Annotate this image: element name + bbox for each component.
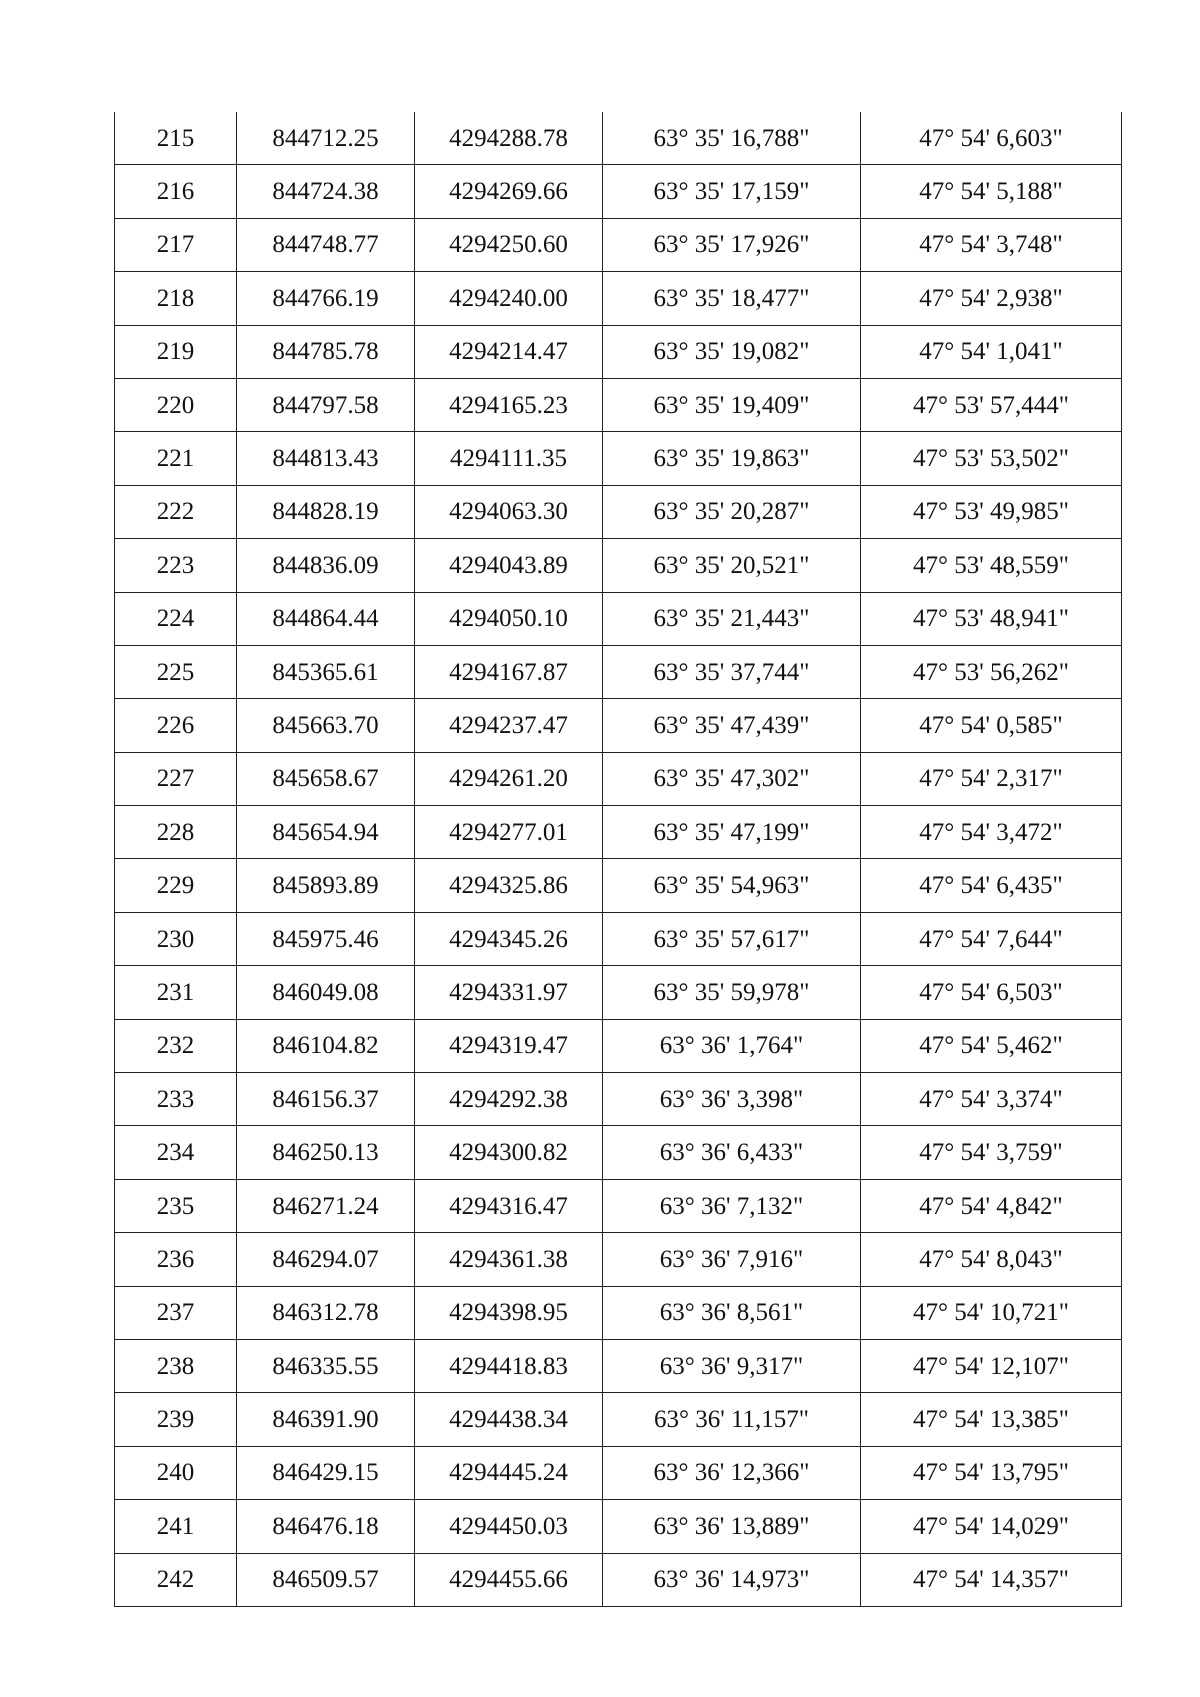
table-row [115,378,1122,431]
coordinates-table-body [115,112,1122,1606]
x-coordinate-cell: 844864.44 [237,592,415,645]
table-row [115,272,1122,325]
y-coordinate-cell: 4294316.47 [415,1179,603,1232]
x-coordinate-cell: 846271.24 [237,1179,415,1232]
point-number-cell: 224 [115,592,237,645]
y-coordinate-cell: 4294237.47 [415,699,603,752]
x-coordinate-cell: 844836.09 [237,539,415,592]
latitude-cell: 47° 53' 48,559" [861,539,1122,592]
latitude-cell: 47° 54' 5,462" [861,1019,1122,1072]
y-coordinate-cell: 4294063.30 [415,485,603,538]
y-coordinate-cell: 4294438.34 [415,1393,603,1446]
y-coordinate-cell: 4294269.66 [415,165,603,218]
x-coordinate-cell: 844797.58 [237,378,415,431]
latitude-cell: 47° 54' 13,385" [861,1393,1122,1446]
table-row [115,1019,1122,1072]
latitude-cell: 47° 53' 57,444" [861,378,1122,431]
table-row [115,1500,1122,1553]
longitude-cell: 63° 36' 9,317" [603,1339,861,1392]
point-number-cell: 235 [115,1179,237,1232]
longitude-cell: 63° 36' 1,764" [603,1019,861,1072]
point-number-cell: 228 [115,806,237,859]
y-coordinate-cell: 4294250.60 [415,218,603,271]
longitude-cell: 63° 35' 19,409" [603,378,861,431]
x-coordinate-cell: 845658.67 [237,752,415,805]
longitude-cell: 63° 35' 17,159" [603,165,861,218]
longitude-cell: 63° 36' 6,433" [603,1126,861,1179]
latitude-cell: 47° 54' 14,029" [861,1500,1122,1553]
y-coordinate-cell: 4294445.24 [415,1446,603,1499]
y-coordinate-cell: 4294319.47 [415,1019,603,1072]
table-row [115,966,1122,1019]
latitude-cell: 47° 54' 8,043" [861,1233,1122,1286]
x-coordinate-cell: 845975.46 [237,912,415,965]
x-coordinate-cell: 846429.15 [237,1446,415,1499]
latitude-cell: 47° 54' 3,759" [861,1126,1122,1179]
y-coordinate-cell: 4294331.97 [415,966,603,1019]
y-coordinate-cell: 4294214.47 [415,325,603,378]
longitude-cell: 63° 35' 47,439" [603,699,861,752]
table-row [115,806,1122,859]
latitude-cell: 47° 54' 14,357" [861,1553,1122,1606]
point-number-cell: 217 [115,218,237,271]
table-row [115,1179,1122,1232]
longitude-cell: 63° 35' 19,863" [603,432,861,485]
x-coordinate-cell: 846049.08 [237,966,415,1019]
latitude-cell: 47° 54' 6,603" [861,112,1122,165]
table-row [115,218,1122,271]
point-number-cell: 240 [115,1446,237,1499]
latitude-cell: 47° 54' 3,472" [861,806,1122,859]
x-coordinate-cell: 846104.82 [237,1019,415,1072]
table-row [115,1553,1122,1606]
latitude-cell: 47° 53' 53,502" [861,432,1122,485]
longitude-cell: 63° 36' 14,973" [603,1553,861,1606]
y-coordinate-cell: 4294398.95 [415,1286,603,1339]
x-coordinate-cell: 846156.37 [237,1073,415,1126]
x-coordinate-cell: 846250.13 [237,1126,415,1179]
latitude-cell: 47° 54' 2,938" [861,272,1122,325]
y-coordinate-cell: 4294111.35 [415,432,603,485]
x-coordinate-cell: 846509.57 [237,1553,415,1606]
x-coordinate-cell: 846294.07 [237,1233,415,1286]
point-number-cell: 229 [115,859,237,912]
table-row [115,1233,1122,1286]
latitude-cell: 47° 54' 5,188" [861,165,1122,218]
latitude-cell: 47° 54' 12,107" [861,1339,1122,1392]
longitude-cell: 63° 36' 12,366" [603,1446,861,1499]
table-row [115,699,1122,752]
y-coordinate-cell: 4294165.23 [415,378,603,431]
longitude-cell: 63° 36' 13,889" [603,1500,861,1553]
x-coordinate-cell: 846391.90 [237,1393,415,1446]
latitude-cell: 47° 54' 13,795" [861,1446,1122,1499]
longitude-cell: 63° 36' 3,398" [603,1073,861,1126]
point-number-cell: 237 [115,1286,237,1339]
y-coordinate-cell: 4294418.83 [415,1339,603,1392]
point-number-cell: 231 [115,966,237,1019]
point-number-cell: 238 [115,1339,237,1392]
latitude-cell: 47° 54' 6,503" [861,966,1122,1019]
y-coordinate-cell: 4294325.86 [415,859,603,912]
x-coordinate-cell: 844712.25 [237,112,415,165]
x-coordinate-cell: 846476.18 [237,1500,415,1553]
y-coordinate-cell: 4294043.89 [415,539,603,592]
longitude-cell: 63° 36' 8,561" [603,1286,861,1339]
point-number-cell: 223 [115,539,237,592]
x-coordinate-cell: 846335.55 [237,1339,415,1392]
longitude-cell: 63° 35' 16,788" [603,112,861,165]
longitude-cell: 63° 35' 21,443" [603,592,861,645]
x-coordinate-cell: 844785.78 [237,325,415,378]
x-coordinate-cell: 844748.77 [237,218,415,271]
point-number-cell: 215 [115,112,237,165]
table-row [115,112,1122,165]
table-row [115,912,1122,965]
latitude-cell: 47° 53' 56,262" [861,645,1122,698]
longitude-cell: 63° 35' 47,302" [603,752,861,805]
point-number-cell: 233 [115,1073,237,1126]
point-number-cell: 241 [115,1500,237,1553]
y-coordinate-cell: 4294292.38 [415,1073,603,1126]
table-row [115,1446,1122,1499]
table-row [115,1393,1122,1446]
y-coordinate-cell: 4294345.26 [415,912,603,965]
longitude-cell: 63° 35' 54,963" [603,859,861,912]
latitude-cell: 47° 53' 49,985" [861,485,1122,538]
point-number-cell: 239 [115,1393,237,1446]
latitude-cell: 47° 54' 3,374" [861,1073,1122,1126]
y-coordinate-cell: 4294261.20 [415,752,603,805]
table-row [115,1073,1122,1126]
x-coordinate-cell: 844813.43 [237,432,415,485]
table-row [115,1126,1122,1179]
point-number-cell: 225 [115,645,237,698]
point-number-cell: 221 [115,432,237,485]
table-row [115,325,1122,378]
latitude-cell: 47° 54' 1,041" [861,325,1122,378]
x-coordinate-cell: 844828.19 [237,485,415,538]
x-coordinate-cell: 845663.70 [237,699,415,752]
point-number-cell: 242 [115,1553,237,1606]
table-row [115,165,1122,218]
latitude-cell: 47° 54' 4,842" [861,1179,1122,1232]
longitude-cell: 63° 35' 37,744" [603,645,861,698]
longitude-cell: 63° 35' 18,477" [603,272,861,325]
y-coordinate-cell: 4294361.38 [415,1233,603,1286]
longitude-cell: 63° 36' 7,132" [603,1179,861,1232]
x-coordinate-cell: 845893.89 [237,859,415,912]
longitude-cell: 63° 35' 20,287" [603,485,861,538]
point-number-cell: 219 [115,325,237,378]
point-number-cell: 236 [115,1233,237,1286]
table-row [115,485,1122,538]
table-row [115,539,1122,592]
table-row [115,1286,1122,1339]
y-coordinate-cell: 4294277.01 [415,806,603,859]
point-number-cell: 220 [115,378,237,431]
longitude-cell: 63° 36' 11,157" [603,1393,861,1446]
table-row [115,645,1122,698]
y-coordinate-cell: 4294050.10 [415,592,603,645]
y-coordinate-cell: 4294300.82 [415,1126,603,1179]
point-number-cell: 227 [115,752,237,805]
x-coordinate-cell: 846312.78 [237,1286,415,1339]
y-coordinate-cell: 4294240.00 [415,272,603,325]
table-row [115,432,1122,485]
y-coordinate-cell: 4294167.87 [415,645,603,698]
coordinates-table [114,112,1122,1607]
latitude-cell: 47° 53' 48,941" [861,592,1122,645]
longitude-cell: 63° 35' 47,199" [603,806,861,859]
latitude-cell: 47° 54' 0,585" [861,699,1122,752]
point-number-cell: 226 [115,699,237,752]
table-row [115,592,1122,645]
latitude-cell: 47° 54' 6,435" [861,859,1122,912]
table-row [115,859,1122,912]
y-coordinate-cell: 4294455.66 [415,1553,603,1606]
point-number-cell: 222 [115,485,237,538]
table-row [115,1339,1122,1392]
x-coordinate-cell: 845654.94 [237,806,415,859]
latitude-cell: 47° 54' 2,317" [861,752,1122,805]
point-number-cell: 230 [115,912,237,965]
point-number-cell: 218 [115,272,237,325]
point-number-cell: 234 [115,1126,237,1179]
table-row [115,752,1122,805]
y-coordinate-cell: 4294450.03 [415,1500,603,1553]
longitude-cell: 63° 35' 19,082" [603,325,861,378]
point-number-cell: 232 [115,1019,237,1072]
point-number-cell: 216 [115,165,237,218]
latitude-cell: 47° 54' 10,721" [861,1286,1122,1339]
longitude-cell: 63° 35' 59,978" [603,966,861,1019]
latitude-cell: 47° 54' 7,644" [861,912,1122,965]
longitude-cell: 63° 35' 57,617" [603,912,861,965]
x-coordinate-cell: 844766.19 [237,272,415,325]
longitude-cell: 63° 35' 17,926" [603,218,861,271]
latitude-cell: 47° 54' 3,748" [861,218,1122,271]
longitude-cell: 63° 36' 7,916" [603,1233,861,1286]
x-coordinate-cell: 845365.61 [237,645,415,698]
x-coordinate-cell: 844724.38 [237,165,415,218]
longitude-cell: 63° 35' 20,521" [603,539,861,592]
y-coordinate-cell: 4294288.78 [415,112,603,165]
